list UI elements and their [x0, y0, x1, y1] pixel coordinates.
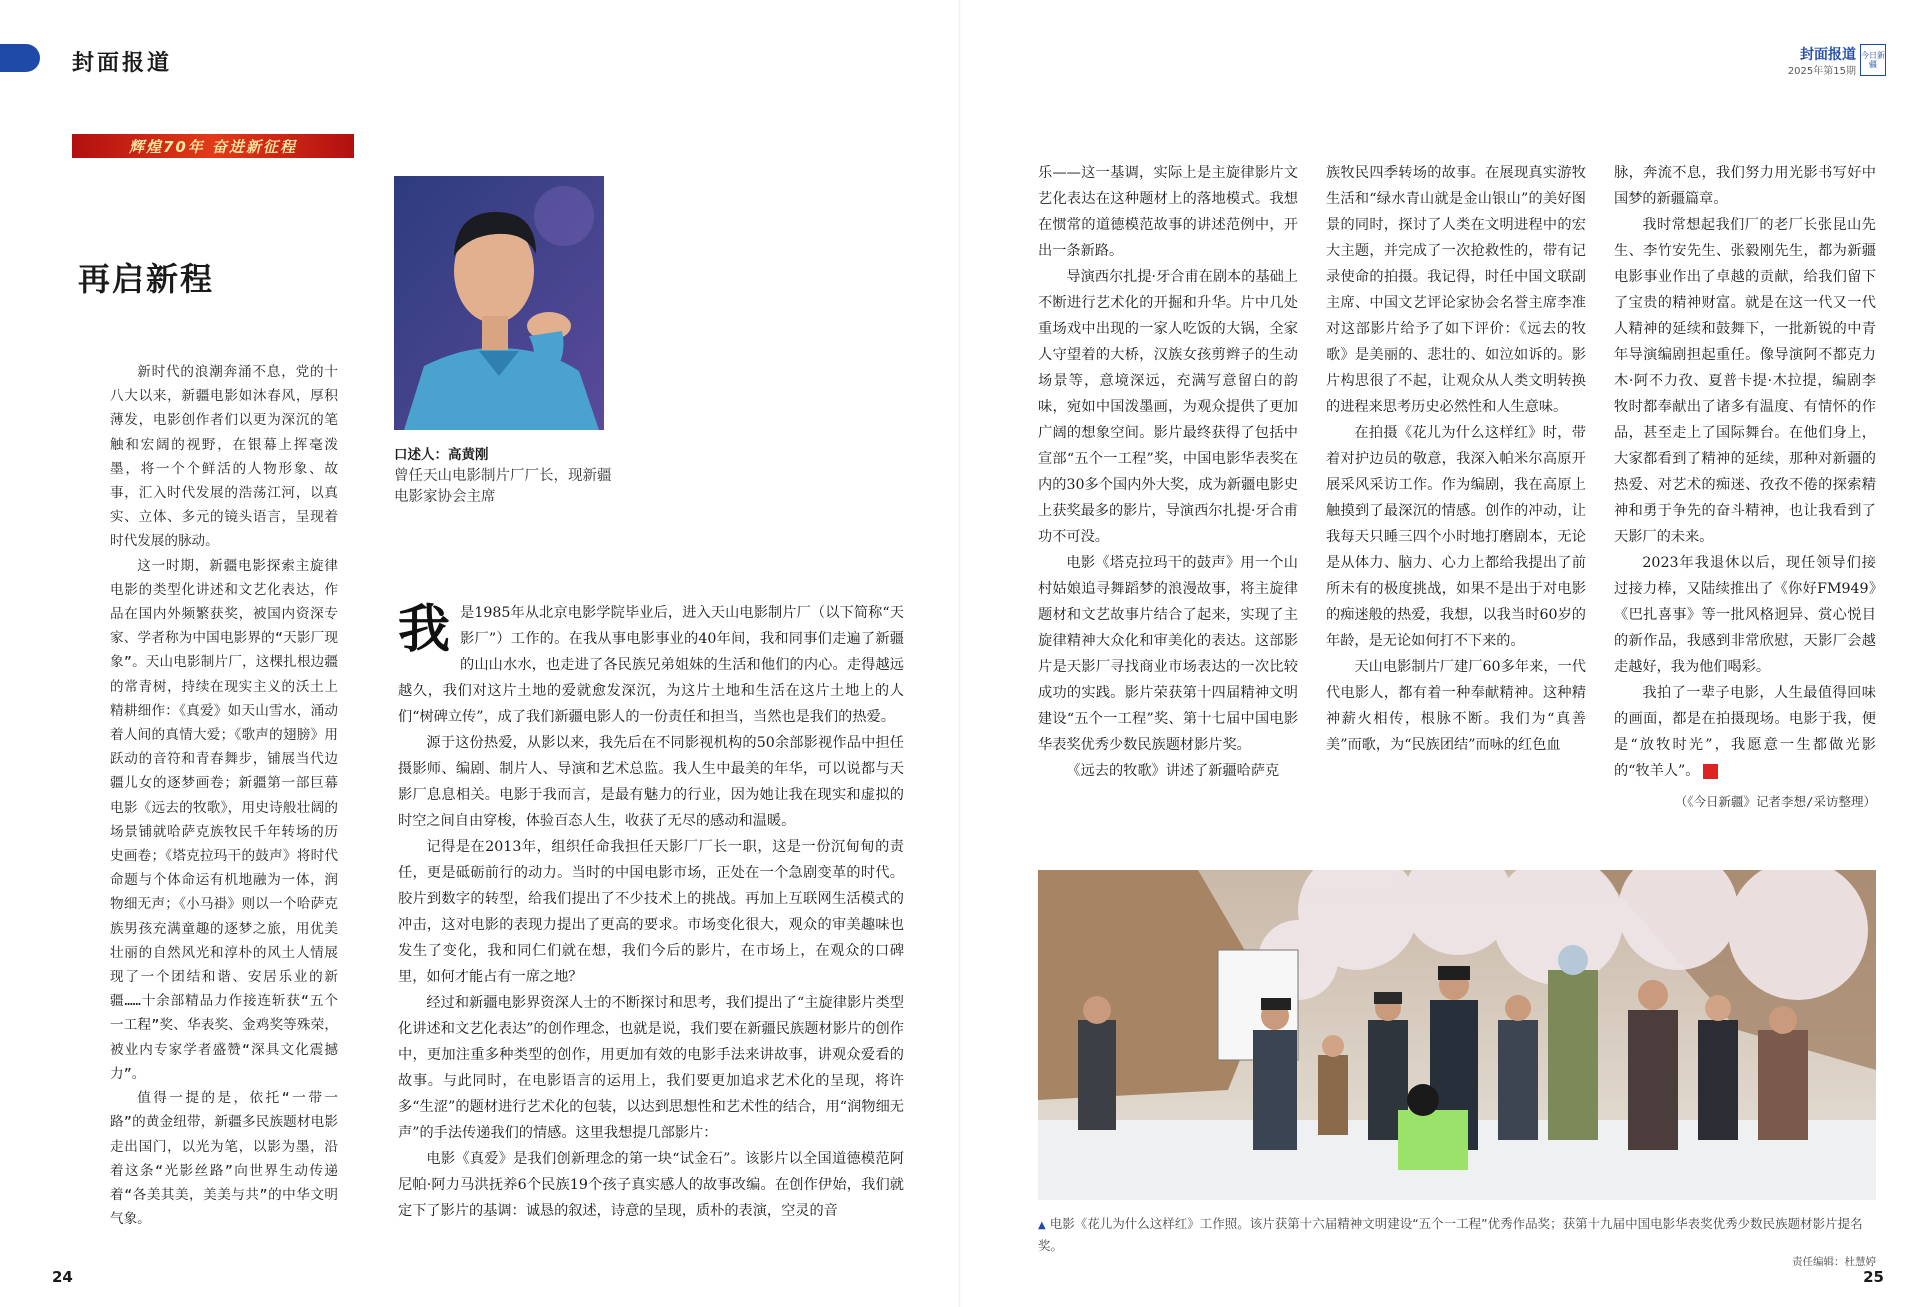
narrator-label: 口述人：高黄刚	[394, 447, 489, 463]
body-paragraph: 族牧民四季转场的故事。在展现真实游牧生活和“绿水青山就是金山银山”的美好图景的同时，探讨了人类在文明进程中的宏大主题，并完成了一次抢救性的，带有记录使命的拍摄。我记得，时任中国文联副主席、中国文艺评论家协会名誉主席李准对这部影片给予了如下评价：《远去的牧歌》是美丽的、悲壮的、如泣如诉的。影片构思很了不起，让观众从人类文明转换的进程来思考历史必然性和人生意味。	[1326, 165, 1586, 415]
body-paragraph: 天山电影制片厂建厂60多年来，一代代电影人，都有着一种奉献精神。这种精神薪火相传，根脉不断。我们为“真善美”而歌，为“民族团结”而咏的红色血	[1326, 659, 1586, 753]
page-number-left: 24	[52, 1268, 73, 1286]
body-paragraph: 导演西尔扎提·牙合甫在剧本的基础上不断进行艺术化的开掘和升华。片中几处重场戏中出现的一家人吃饭的大锅，全家人守望着的大桥，汉族女孩剪辫子的生动场景等，意境深远，充满写意留白的韵味，宛如中国泼墨画，为观众提供了更加广阔的想象空间。影片最终获得了包括中宣部“五个一工程”奖，中国电影华表奖在内的30多个国内外大奖，成为新疆电影史上获奖最多的影片，导演西尔扎提·牙合甫功不可没。	[1038, 269, 1298, 545]
responsible-editor: 责任编辑：杜慧婷	[1792, 1256, 1876, 1268]
body-column-2	[1038, 160, 1298, 784]
body-paragraph: 电影《真爱》是我们创新理念的第一块“试金石”。该影片以全国道德模范阿尼帕·阿力马洪抚养6个民族19个孩子真实感人的故事改编。在创作伊始，我们就定下了影片的基调：诚恳的叙述，诗意的呈现，质朴的表演，空灵的音	[398, 1151, 904, 1219]
section-label: 封面报道	[72, 51, 173, 76]
body-paragraph: 乐——这一基调，实际上是主旋律影片文艺化表达在这种题材上的落地模式。我想在惯常的道德模范故事的讲述范例中，开出一条新路。	[1038, 165, 1298, 259]
narrator-portrait	[394, 176, 604, 430]
body-paragraph: 2023年我退休以后，现任领导们接过接力棒，又陆续推出了《你好FM949》《巴扎喜事》等一批风格迥异、赏心悦目的新作品，我感到非常欣慰，天影厂会越走越好，我为他们喝彩。	[1614, 555, 1876, 675]
body-paragraph: 《远去的牧歌》讲述了新疆哈萨克	[1066, 763, 1280, 779]
end-mark-icon: J	[1703, 764, 1718, 779]
caption-triangle-icon: ▲	[1038, 1220, 1046, 1231]
narrator-description: 曾任天山电影制片厂厂长，现新疆电影家协会主席	[394, 468, 612, 505]
article-title: 再启新程	[78, 260, 215, 298]
closing-text: 我拍了一辈子电影，人生最值得回味的画面，都是在拍摄现场。电影于我，便是“放牧时光”，我愿意一生都做光影的“牧羊人”。	[1614, 685, 1876, 779]
body-paragraph: 源于这份热爱，从影以来，我先后在不同影视机构的50余部影视作品中担任摄影师、编剧、制片人、导演和艺术总监。我人生中最美的年华，可以说都与天影厂息息相关。电影于我而言，是最有魅力的行业，因为她让我在现实和虚拟的时空之间自由穿梭，体验百态人生，收获了无尽的感动和温暖。	[398, 735, 904, 829]
film-set-illustration	[1038, 870, 1876, 1200]
body-column-1	[398, 600, 904, 1224]
intro-paragraph: 这一时期，新疆电影探索主旋律电影的类型化讲述和文艺化表达，作品在国内外频繁获奖，被国内资深专家、学者称为中国电影界的“天影厂现象”。天山电影制片厂，这棵扎根边疆的常青树，持续在现实主义的沃土上精耕细作：《真爱》如天山雪水，涌动着人间的真情大爱；《歌声的翅膀》用跃动的音符和青春舞步，铺展当代边疆儿女的逐梦画卷；新疆第一部巨幕电影《远去的牧歌》，用史诗般壮阔的场景铺就哈萨克族牧民千年转场的历史画卷；《塔克拉玛干的鼓声》将时代命题与个体命运有机地融为一体，润物细无声；《小马褂》则以一个哈萨克族男孩充满童趣的逐梦之旅，用优美壮丽的自然风光和淳朴的风土人情展现了一个团结和谐、安居乐业的新疆……十余部精品力作接连斩获“五个一工程”奖、华表奖、金鸡奖等殊荣，被业内专家学者盛赞“深具文化震撼力”。	[110, 557, 338, 1082]
section-tab-marker	[0, 44, 40, 72]
header-issue: 2025年第15期	[1787, 66, 1856, 77]
magazine-logo-text: 今日新疆	[1861, 51, 1885, 69]
body-paragraph: 记得是在2013年，组织任命我担任天影厂厂长一职，这是一份沉甸甸的责任，更是砥砺前行的动力。当时的中国电影市场，正处在一个急剧变革的时代。胶片到数字的转型，给我们提出了不少技术上的挑战。再加上互联网生活模式的冲击，这对电影的表现力提出了更高的要求。市场变化很大，观众的审美趣味也发生了变化，我和同仁们就在想，我们今后的影片，在市场上，在观众的口碑里，如何才能占有一席之地？	[398, 839, 904, 985]
reporter-credit: （《今日新疆》记者李想/采访整理）	[1674, 794, 1876, 809]
portrait-illustration	[394, 176, 604, 430]
body-paragraph: 经过和新疆电影界资深人士的不断探讨和思考，我们提出了“主旋律影片类型化讲述和文艺化表达”的创作理念，也就是说，我们要在新疆民族题材影片的创作中，更加注重多种类型的创作，用更加有效的电影手法来讲故事，讲观众爱看的故事。与此同时，在电影语言的运用上，我们要更加追求艺术化的呈现，将许多“生涩”的题材进行艺术化的包装，以达到思想性和艺术性的结合，用“润物细无声”的手法传递我们的情感。这里我想提几部影片：	[398, 995, 904, 1141]
caption-text: 电影《花儿为什么这样红》工作照。该片获第十六届精神文明建设“五个一工程”优秀作品奖；获第十九届中国电影华表奖优秀少数民族题材影片提名奖。	[1038, 1216, 1863, 1253]
anniversary-banner: 辉煌70年 奋进新征程	[72, 134, 354, 158]
body-paragraph: 脉，奔流不息，我们努力用光影书写好中国梦的新疆篇章。	[1614, 165, 1876, 207]
body-paragraph: 我时常想起我们厂的老厂长张昆山先生、李竹安先生、张毅刚先生，都为新疆电影事业作出了卓越的贡献，给我们留下了宝贵的精神财富。就是在这一代又一代人精神的延续和鼓舞下，一批新锐的中青年导演编剧担起重任。像导演阿不都克力木·阿不力孜、夏普卡提·木拉提，编剧李牧时都奉献出了诸多有温度、有情怀的作品，甚至走上了国际舞台。在他们身上，大家都看到了精神的延续，那种对新疆的热爱、对艺术的痴迷、孜孜不倦的探索精神和勇于争先的奋斗精神，也让我看到了天影厂的未来。	[1614, 217, 1876, 545]
header-right-title: 封面报道	[1800, 47, 1856, 63]
opening-paragraph	[398, 600, 904, 730]
intro-paragraph: 值得一提的是，依托“一带一路”的黄金纽带，新疆多民族题材电影走出国门，以光为笔，以影为墨，沿着这条“光影丝路”向世界生动传递着“各美其美，美美与共”的中华文明气象。	[110, 1090, 338, 1228]
body-column-3	[1326, 160, 1586, 758]
film-set-photo	[1038, 870, 1876, 1200]
page-gutter	[959, 0, 961, 1307]
photo-caption	[1038, 1214, 1876, 1256]
intro-column	[110, 360, 338, 1231]
body-paragraph: 在拍摄《花儿为什么这样红》时，带着对护边员的敬意，我深入帕米尔高原开展采风采访工作。作为编剧，我在高原上触摸到了最深沉的情感。创作的冲动，让我每天只睡三四个小时地打磨剧本，无论是从体力、脑力、心力上都给我提出了前所未有的极度挑战，如果不是出于对电影的痴迷般的热爱，我想，以我当时60岁的年龄，是无论如何打不下来的。	[1326, 425, 1586, 649]
drop-cap: 我	[398, 600, 451, 660]
opening-text: 是1985年从北京电影学院毕业后，进入天山电影制片厂（以下简称“天影厂”）工作的。在我从事电影事业的40年间，我和同事们走遍了新疆的山山水水，也走进了各民族兄弟姐妹的生活和他们的内心。走得越远越久，我们对这片土地的爱就愈发深沉，为这片土地和生活在这片土地上的人们“树碑立传”，成了我们新疆电影人的一份责任和担当，当然也是我们的热爱。	[398, 605, 904, 725]
body-column-4	[1614, 160, 1876, 784]
intro-paragraph: 新时代的浪潮奔涌不息，党的十八大以来，新疆电影如沐春风，厚积薄发，电影创作者们以更为深沉的笔触和宏阔的视野，在银幕上挥毫泼墨，将一个个鲜活的人物形象、故事，汇入时代发展的浩荡江河，以真实、立体、多元的镜头语言，呈现着时代发展的脉动。	[110, 364, 338, 550]
body-paragraph	[1614, 680, 1876, 784]
page-number-right: 25	[1863, 1268, 1884, 1286]
magazine-logo	[1860, 44, 1886, 76]
body-paragraph: 电影《塔克拉玛干的鼓声》用一个山村姑娘追寻舞蹈梦的浪漫故事，将主旋律题材和文艺故事片结合了起来，实现了主旋律精神大众化和审美化的表达。这部影片是天影厂寻找商业市场表达的一次比较成功的实践。影片荣获第十四届精神文明建设“五个一工程”奖、第十七届中国电影华表奖优秀少数民族题材影片奖。	[1038, 555, 1298, 753]
